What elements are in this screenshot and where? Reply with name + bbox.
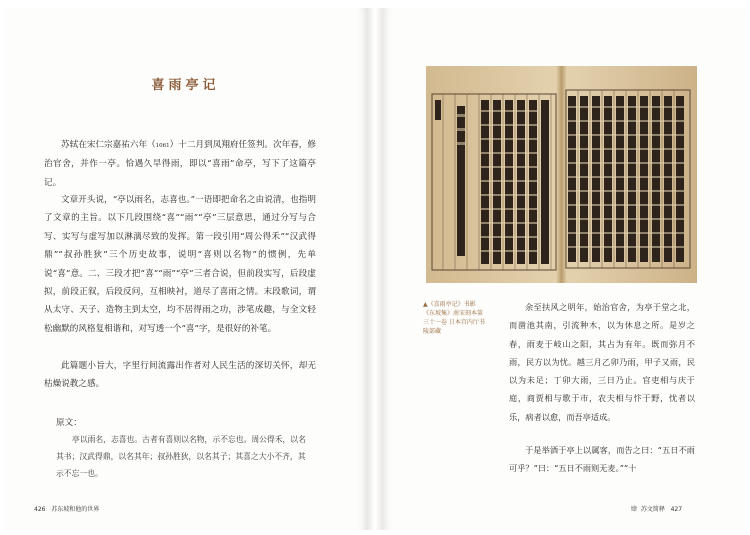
left-footer <box>34 504 99 513</box>
original-text-label: 原文： <box>56 418 82 428</box>
right-footer <box>631 504 682 513</box>
page-title: 喜雨亭记 <box>151 78 220 93</box>
summary-paragraph: 此篇题小旨大，字里行间流露出作者对人民生活的深切关怀，却无枯燥说教之感。 <box>44 361 316 390</box>
left-running-title: 苏东坡和他的世界 <box>51 506 100 513</box>
original-text-continued: 余至扶风之明年，始治官舍，为亭于堂之北，而凿池其南，引流种木，以为休息之所。是岁之春，雨麦于岐山之阳，其占为有年。既而弥月不雨，民方以为忧。越三月乙卯乃雨，甲子又雨，民以为未足；丁卯大雨，三日乃止。官吏相与庆于庭，商贾相与歌于市，农夫相与忭于野，忧者以乐，病者以愈，而吾亭适成。 <box>509 302 695 422</box>
left-page-number: 426 <box>34 506 46 513</box>
chapter-label: 肆 <box>631 506 638 513</box>
book-gutter <box>367 8 383 530</box>
intro-text-post: ）十二月到凤翔府任签判。次年春，修治官舍，并作一亭。恰遇久旱得雨，即以“喜雨”命亭，写下了这篇亭记。 <box>44 140 316 188</box>
photo-caption: ▲《喜雨亭记》书影《东坡集》南宋刻本第三十一卷 日本宫内厅书陵部藏 <box>423 301 485 335</box>
left-page <box>4 8 367 530</box>
right-page-number: 427 <box>670 506 683 513</box>
analysis-paragraph: 文章开头说，“亭以雨名，志喜也。”一语即把命名之由说清，也指明了文章的主旨。以下几段围绕“喜”“雨”“亭”三层意思，通过分写与合写、实写与虚写加以淋漓尽致的发挥。第一段引用“周公得禾”“汉武得鼎”“叔孙胜狄”三个历史故事，说明“喜则以名物”的惯例，先单说“喜”意。二、三段才把“喜”“雨”“亭”三者合说，但前段实写，后段虚拟，前段正叙，后段反问，互相映衬，道尽了喜雨之情。末段歌词，谓从太守、天子、造物主到太空，均不居得雨之功，涉笔成趣，与全文轻松幽默的风格复相谐和，对写透一个“喜”字，是很好的补笔。 <box>44 195 316 334</box>
antique-book-image <box>426 66 697 283</box>
right-running-title: 苏文简释 <box>640 506 665 513</box>
right-page <box>383 8 746 530</box>
original-text: 亭以雨名，志喜也。古者有喜则以名物，示不忘也。周公得禾，以名其书；汉武得鼎，以名其年；叔孙胜狄，以名其子；其喜之大小不齐，其示不忘一也。 <box>56 435 306 478</box>
intro-text-pre: 苏轼在宋仁宗嘉祐六年（ <box>61 140 156 150</box>
intro-year: 1061 <box>155 143 170 149</box>
book-photo <box>426 66 697 283</box>
intro-paragraph <box>44 136 316 192</box>
original-text-next: 于是举酒于亭上以属客，而告之曰：“五日不雨可乎？”曰：“五日不雨则无麦。”“十 <box>509 445 695 474</box>
